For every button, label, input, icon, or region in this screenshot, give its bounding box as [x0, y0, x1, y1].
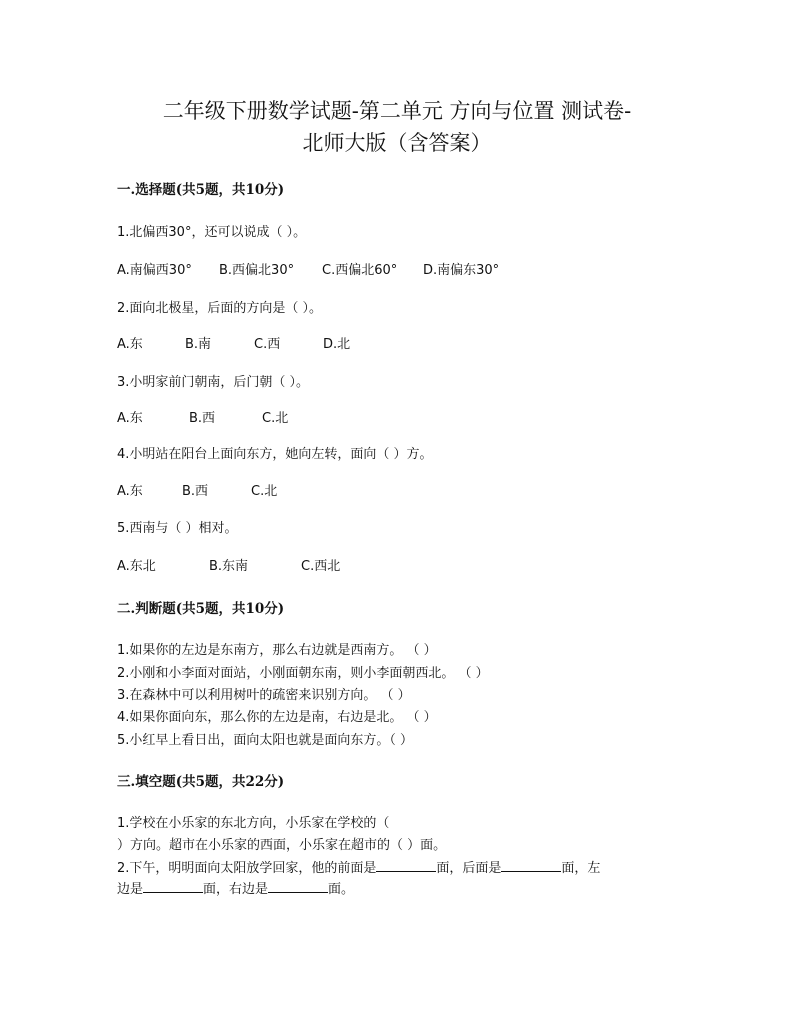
q3-option-a: A.东	[117, 411, 143, 426]
fill-q2-part-d: 边是	[117, 882, 144, 897]
blank-left[interactable]	[143, 880, 203, 893]
document-title-line2: 北师大版（含答案）	[302, 131, 492, 155]
q3-option-b: B.西	[189, 411, 216, 426]
document-title-line1: 二年级下册数学试题-第二单元 方向与位置 测试卷-	[162, 99, 632, 123]
q5-option-b: B.东南	[209, 559, 249, 574]
fill-q2-part-a: 2.下午，明明面向太阳放学回家，他的前面是	[117, 861, 377, 876]
fill-q2-part-b: 面，后面是	[436, 861, 502, 876]
q4-option-a: A.东	[117, 484, 143, 499]
q1-option-b: B.西偏北30°	[219, 263, 295, 278]
blank-right[interactable]	[268, 880, 328, 893]
judge-item-4: 4.如果你面向东，那么你的左边是南，右边是北。 （ ）	[117, 710, 437, 725]
fill-q2-line1	[117, 859, 600, 878]
q4-option-b: B.西	[182, 484, 209, 499]
blank-front[interactable]	[376, 859, 436, 872]
q2-option-a: A.东	[117, 337, 143, 352]
q5-options	[117, 558, 717, 576]
q5-option-c: C.西北	[301, 559, 341, 574]
fill-q2-line2	[117, 880, 354, 899]
q1-option-a: A.南偏西30°	[117, 263, 192, 278]
q1-option-c: C.西偏北60°	[322, 263, 398, 278]
fill-q2-part-f: 面。	[328, 882, 355, 897]
judge-item-2: 2.小刚和小李面对面站，小刚面朝东南，则小李面朝西北。 （ ）	[117, 666, 489, 681]
q2-text: 2.面向北极星，后面的方向是（ ）。	[117, 301, 323, 316]
section3-heading: 三.填空题(共5题，共22分)	[117, 774, 285, 790]
q4-text: 4.小明站在阳台上面向东方，她向左转，面向（ ）方。	[117, 447, 433, 462]
q1-options	[117, 262, 717, 280]
blank-back[interactable]	[501, 859, 561, 872]
q4-options	[117, 483, 717, 501]
judge-item-1: 1.如果你的左边是东南方，那么右边就是西南方。 （ ）	[117, 643, 437, 658]
q3-options	[117, 410, 717, 428]
q2-option-d: D.北	[323, 337, 351, 352]
q1-option-d: D.南偏东30°	[423, 263, 500, 278]
judge-item-5: 5.小红早上看日出，面向太阳也就是面向东方。（ ）	[117, 733, 414, 748]
q2-options	[117, 336, 717, 354]
fill-q2-part-e: 面，右边是	[203, 882, 269, 897]
q3-text: 3.小明家前门朝南，后门朝（ ）。	[117, 375, 310, 390]
q4-option-c: C.北	[251, 484, 278, 499]
q1-text: 1.北偏西30°，还可以说成（ ）。	[117, 225, 307, 240]
q2-option-b: B.南	[185, 337, 212, 352]
q2-option-c: C.西	[254, 337, 281, 352]
judge-item-3: 3.在森林中可以利用树叶的疏密来识别方向。 （ ）	[117, 688, 411, 703]
q5-option-a: A.东北	[117, 559, 156, 574]
section2-heading: 二.判断题(共5题，共10分)	[117, 601, 285, 617]
fill-q1-line1: 1.学校在小乐家的东北方向，小乐家在学校的（	[117, 816, 390, 831]
fill-q1-line2: ）方向。超市在小乐家的西面，小乐家在超市的（ ）面。	[117, 838, 447, 853]
q3-option-c: C.北	[262, 411, 289, 426]
section1-heading: 一.选择题(共5题，共10分)	[117, 182, 285, 198]
fill-q2-part-c: 面，左	[561, 861, 601, 876]
q5-text: 5.西南与（ ）相对。	[117, 521, 238, 536]
